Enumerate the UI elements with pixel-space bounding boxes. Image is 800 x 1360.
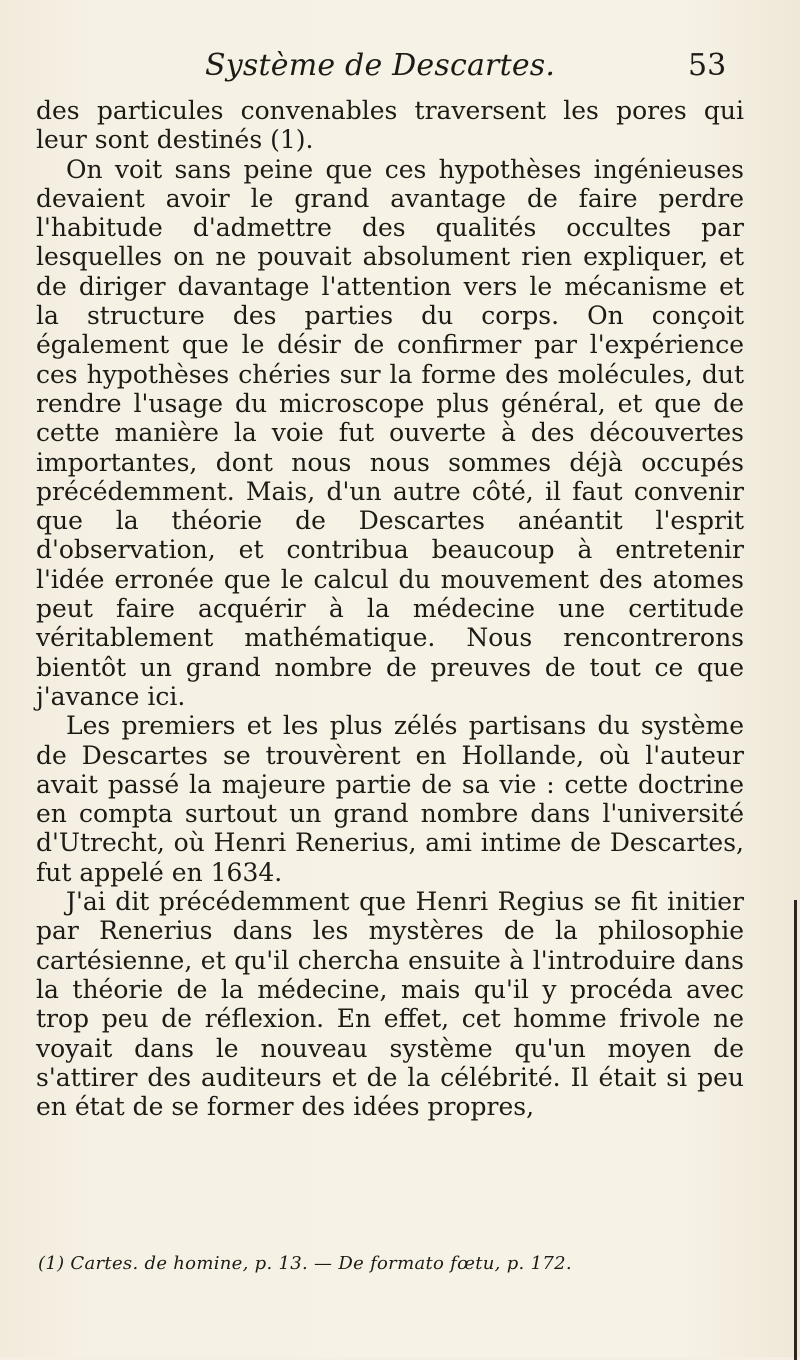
page-header (0, 48, 800, 88)
paragraph-4: J'ai dit précédemment que Henri Regius se fit initier par Renerius dans les mystères de la philosophie cartésienne, et qu'il chercha ensuite à l'introduire dans la théorie de la médecine, mais qu'il y procéda avec trop peu de réflexion. En effet, cet homme frivole ne voyait dans le nouveau système qu'un moyen de s'attirer des auditeurs et de la célébrité. Il était si peu en état de se former des idées propres, (36, 887, 744, 1122)
paragraph-1: des particules convenables traversent les pores qui leur sont destinés (1). (36, 96, 744, 155)
footnote: (1) Cartes. de homine, p. 13. — De formato fœtu, p. 172. (38, 1253, 572, 1274)
binding-edge-line (794, 900, 797, 1360)
running-head: Système de Descartes. (205, 48, 556, 83)
paragraph-3: Les premiers et les plus zélés partisans du système de Descartes se trouvèrent en Hollande, où l'auteur avait passé la majeure partie de sa vie : cette doctrine en compta surtout un grand nombre dans l'université d'Utrecht, où Henri Renerius, ami intime de Descartes, fut appelé en 1634. (36, 711, 744, 887)
page-number: 53 (688, 48, 727, 83)
body-text (36, 96, 744, 1121)
paragraph-2: On voit sans peine que ces hypothèses ingénieuses devaient avoir le grand avantage de faire perdre l'habitude d'admettre des qualités occultes par lesquelles on ne pouvait absolument rien expliquer, et de diriger davantage l'attention vers le mécanisme et la structure des parties du corps. On conçoit également que le désir de confirmer par l'expérience ces hypothèses chéries sur la forme des molécules, dut rendre l'usage du microscope plus général, et que de cette manière la voie fut ouverte à des découvertes importantes, dont nous nous sommes déjà occupés précédemment. Mais, d'un autre côté, il faut convenir que la théorie de Descartes anéantit l'esprit d'observation, et contribua beaucoup à entretenir l'idée erronée que le calcul du mouvement des atomes peut faire acquérir à la médecine une certitude véritablement mathématique. Nous rencontrerons bientôt un grand nombre de preuves de tout ce que j'avance ici. (36, 154, 744, 711)
